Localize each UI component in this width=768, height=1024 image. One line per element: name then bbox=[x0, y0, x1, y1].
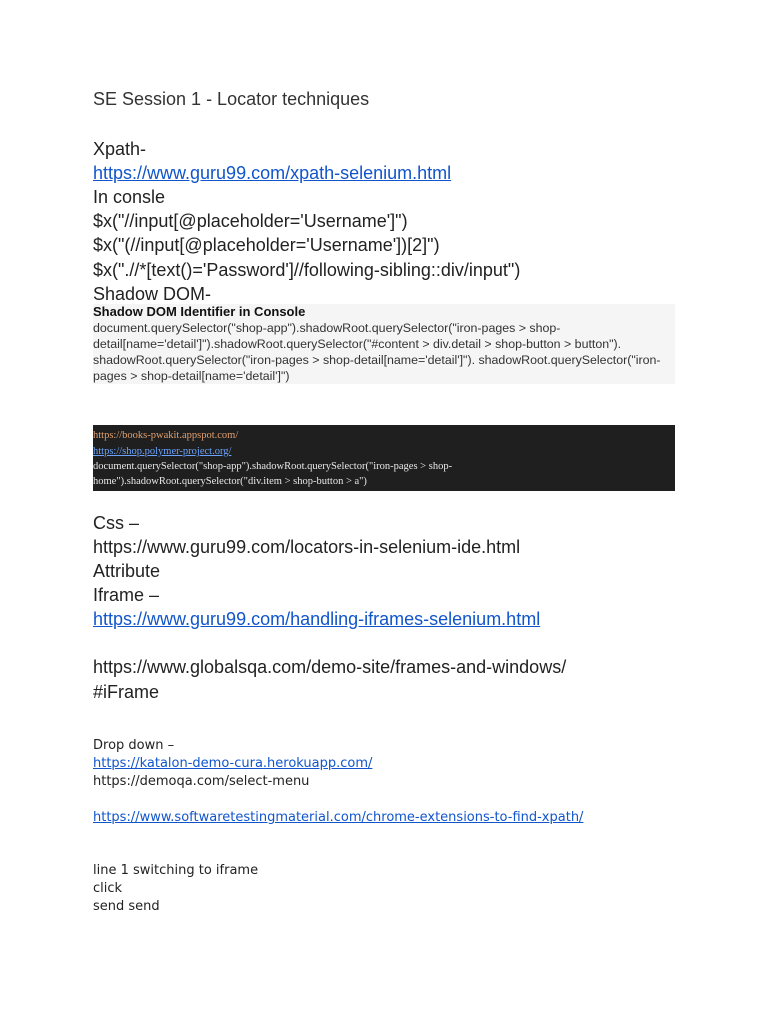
xpath-line-3: $x(".//*[text()='Password']//following-sibling::div/input") bbox=[93, 260, 521, 280]
shadow-dom-box-code: document.querySelector("shop-app").shadowRoot.querySelector("iron-pages > shop-detail[name='detail']").shadowRoot.querySelector("#content > div.detail > shop-button > button"). shadowRoot.querySelector("iron-pages > shop-detail[name='detail']"). shadowRoot.querySelector("iron-pages > shop-detail[name='detail']") bbox=[93, 321, 661, 383]
xpath-guru99-link[interactable]: https://www.guru99.com/xpath-selenium.html bbox=[93, 163, 452, 183]
chrome-extensions-link[interactable]: https://www.softwaretestingmaterial.com/chrome-extensions-to-find-xpath/ bbox=[93, 810, 584, 825]
iframe-anchor: #iFrame bbox=[93, 682, 160, 702]
attribute-label: Attribute bbox=[93, 561, 161, 581]
notes-line-3: send send bbox=[93, 899, 160, 914]
css-locators-link: https://www.guru99.com/locators-in-selenium-ide.html bbox=[93, 537, 521, 557]
shop-polymer-link[interactable]: https://shop.polymer-project.org/ bbox=[93, 446, 232, 457]
globalsqa-link: https://www.globalsqa.com/demo-site/frames-and-windows/ bbox=[93, 657, 567, 677]
shadow-dom-box-title: Shadow DOM Identifier in Console bbox=[93, 304, 306, 319]
katalon-demo-link[interactable]: https://katalon-demo-cura.herokuapp.com/ bbox=[93, 756, 373, 771]
notes-line-2: click bbox=[93, 881, 123, 896]
iframe-guru99-link[interactable]: https://www.guru99.com/handling-iframes-selenium.html bbox=[93, 609, 541, 629]
dark-code-box bbox=[93, 425, 675, 491]
dropdown-heading: Drop down – bbox=[93, 738, 175, 753]
css-heading: Css – bbox=[93, 513, 140, 533]
xpath-heading: Xpath- bbox=[93, 139, 147, 159]
xpath-line-2: $x("(//input[@placeholder='Username'])[2]") bbox=[93, 235, 440, 255]
demoqa-select-menu-link: https://demoqa.com/select-menu bbox=[93, 774, 310, 789]
shadow-dom-code-box bbox=[93, 304, 675, 384]
xpath-line-1: $x("//input[@placeholder='Username']") bbox=[93, 211, 408, 231]
iframe-heading: Iframe – bbox=[93, 585, 160, 605]
page-title: SE Session 1 - Locator techniques bbox=[93, 89, 370, 109]
shop-home-selector-code: document.querySelector("shop-app").shadowRoot.querySelector("iron-pages > shop-home").shadowRoot.querySelector("div.item > shop-button > a") bbox=[93, 461, 453, 487]
books-pwakit-link[interactable]: https://books-pwakit.appspot.com/ bbox=[93, 430, 239, 441]
shadow-dom-heading: Shadow DOM- bbox=[93, 284, 212, 304]
console-label: In consle bbox=[93, 187, 166, 207]
notes-line-1: line 1 switching to iframe bbox=[93, 863, 259, 878]
